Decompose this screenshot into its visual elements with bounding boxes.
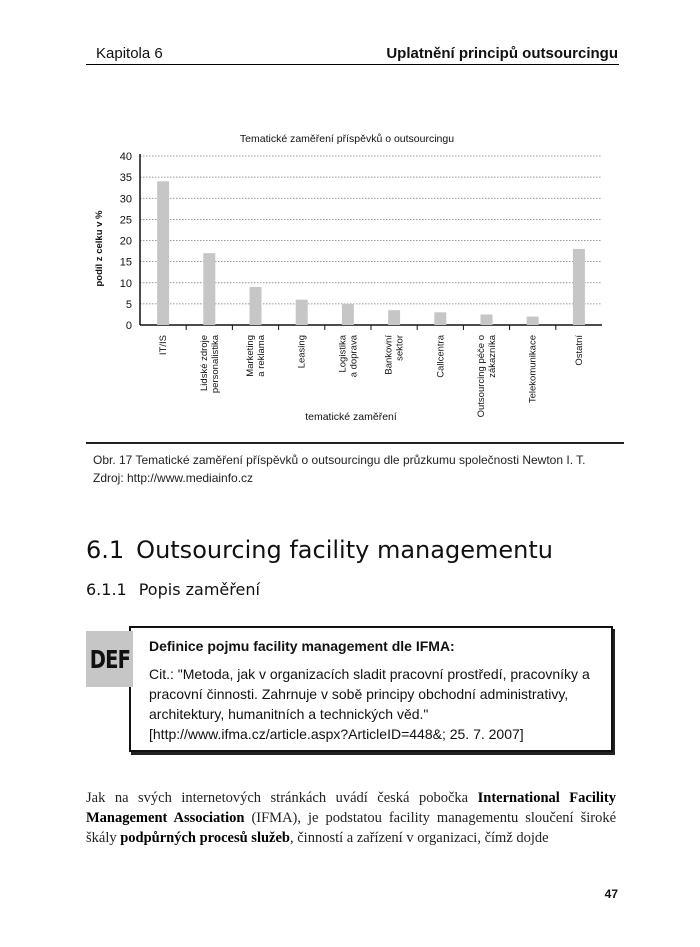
x-category-label: Leasing <box>296 335 308 369</box>
body-text-1: Jak na svých internetových stránkách uvádí česká pobočka <box>86 790 478 806</box>
definition-text: Cit.: "Metoda, jak v organizacích sladit pracovní prostředí, pracovníky a pracovní činnosti. Zahrnuje v sobě principy obchodní administrativy, architektury, humanitních a technických věd." [http://www.ifma.cz/article.aspx?ArticleID=448&; 25. 7. 2007] <box>149 666 590 742</box>
x-category-label: Marketing <box>245 335 256 377</box>
bar <box>342 304 354 325</box>
bar <box>388 310 400 325</box>
subsection-title: Popis zaměření <box>138 580 260 599</box>
y-tick-label: 5 <box>125 298 132 311</box>
x-category-label: Callcentra <box>435 335 447 378</box>
body-text-2: (IFMA), je podstatou facility managementu sloučení široké škály <box>86 810 617 846</box>
body-text-3: , činností a zařízení v organizaci, čímž dojde <box>289 830 549 846</box>
x-category-label: Bankovní <box>383 335 395 375</box>
body-paragraph <box>86 788 616 848</box>
bar <box>157 181 169 325</box>
bar <box>250 287 262 325</box>
x-category-label: Telekomunikace <box>527 335 539 404</box>
x-category-label: zákazníka <box>487 335 498 378</box>
y-tick-label: 0 <box>125 320 132 332</box>
definition-title: Definice pojmu facility management dle IFMA: <box>149 638 455 654</box>
caption-title: Obr. 17 Tematické zaměření příspěvků o outsourcingu dle průzkumu společnosti Newton I. T. <box>93 453 586 467</box>
subsection-heading <box>86 580 260 599</box>
bar <box>203 253 215 325</box>
chart-title: Tematické zaměření příspěvků o outsourcingu <box>239 133 455 145</box>
y-axis-title: podíl z celku v % <box>94 210 105 287</box>
body-bold-1: International Facility Management Association <box>86 790 616 826</box>
section-heading <box>86 536 553 564</box>
y-tick-label: 30 <box>119 193 132 206</box>
bar <box>434 312 446 325</box>
bar-chart <box>86 120 616 430</box>
page-number: 47 <box>604 887 618 901</box>
x-category-label: a reklama <box>256 335 267 377</box>
bar <box>573 249 585 325</box>
bar <box>481 314 493 325</box>
definition-badge-label: DEF <box>89 644 130 674</box>
x-category-label: Lidské zdroje <box>198 335 210 391</box>
section-title: Outsourcing facility managementu <box>136 536 553 564</box>
x-category-label: Logistika <box>337 335 349 373</box>
chapter-label: Kapitola 6 <box>96 45 163 62</box>
y-tick-label: 10 <box>119 277 132 290</box>
x-category-label: IT/IS <box>158 335 170 356</box>
running-title: Uplatnění principů outsourcingu <box>386 45 618 62</box>
caption-source: Zdroj: http://www.mediainfo.cz <box>93 471 254 485</box>
x-category-label: Outsourcing péče o <box>476 335 487 418</box>
definition-box <box>129 626 613 752</box>
y-tick-label: 15 <box>119 256 132 269</box>
x-category-label: Ostatní <box>573 335 585 366</box>
section-number: 6.1 <box>86 536 125 564</box>
y-tick-label: 35 <box>119 172 132 185</box>
x-axis-title: tematické zaměření <box>305 411 397 423</box>
y-tick-label: 20 <box>119 235 132 248</box>
subsection-number: 6.1.1 <box>86 580 127 599</box>
chart-divider <box>86 442 624 444</box>
x-category-label: a doprava <box>348 335 360 378</box>
y-tick-label: 40 <box>119 151 132 163</box>
bar <box>527 317 539 325</box>
figure-caption <box>93 451 585 487</box>
body-bold-2: podpůrných procesů služeb <box>120 830 290 846</box>
definition-badge <box>86 631 133 687</box>
header-divider <box>86 64 619 65</box>
x-category-label: personalistika <box>209 335 221 394</box>
y-tick-label: 25 <box>119 214 132 227</box>
bar <box>296 300 308 325</box>
x-category-label: sektor <box>394 335 406 361</box>
